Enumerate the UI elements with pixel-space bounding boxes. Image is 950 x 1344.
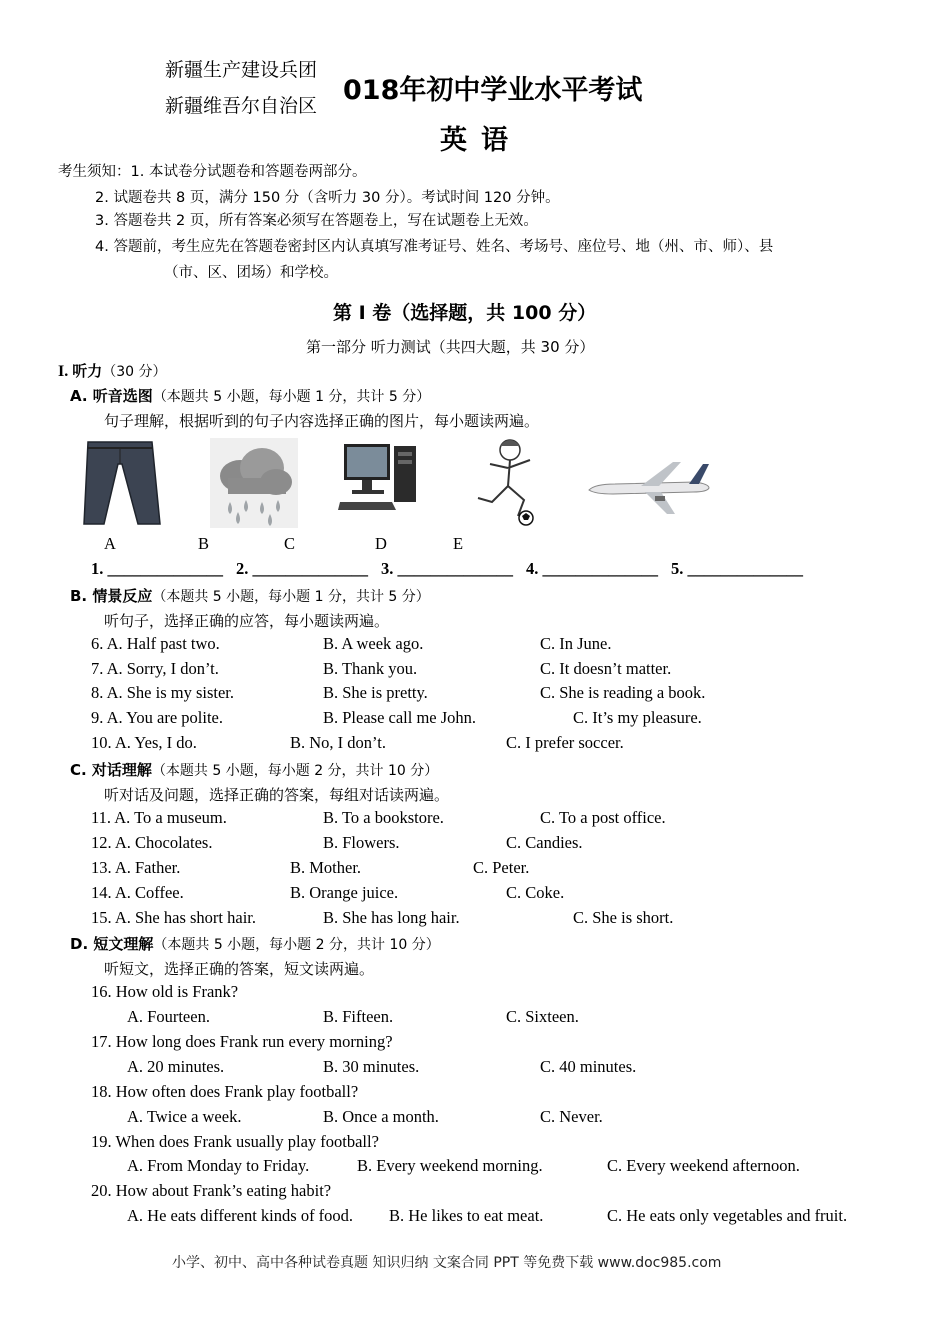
section-a-instruction: 句子理解，根据听到的句子内容选择正确的图片，每小题读两遍。 [104, 412, 540, 430]
airplane-icon [585, 456, 713, 518]
answer-blank-3[interactable]: 3. ______________ [381, 559, 513, 578]
section-number: I. [58, 363, 73, 380]
q15-option-c: C. She is short. [573, 908, 674, 927]
q18-option-a: A. Twice a week. [127, 1107, 242, 1126]
boy-playing-football-icon [468, 436, 552, 526]
section-a-paren: （本题共 5 小题，每小题 1 分，共计 5 分） [152, 389, 431, 405]
region-line-2: 新疆维吾尔自治区 [165, 95, 318, 117]
q16-question: 16. How old is Frank? [91, 982, 239, 1001]
answer-blank-1[interactable]: 1. ______________ [91, 559, 223, 578]
q7-option-a: 7. A. Sorry, I don’t. [91, 659, 219, 678]
q9-option-c: C. It’s my pleasure. [573, 708, 702, 727]
section-c-paren: （本题共 5 小题，每小题 2 分，共计 10 分） [151, 763, 439, 779]
q17-option-c: C. 40 minutes. [540, 1057, 637, 1076]
section-b-paren: （本题共 5 小题，每小题 1 分，共计 5 分） [152, 589, 430, 605]
q9-option-b: B. Please call me John. [323, 708, 477, 727]
q15-option-b: B. She has long hair. [323, 908, 460, 927]
notice-item-4: 4. 答题前，考生应先在答题卷密封区内认真填写准考证号、姓名、考场号、座位号、地（州、市、师）、县 [95, 239, 774, 255]
q6-option-a: 6. A. Half past two. [91, 634, 220, 653]
section-d-label: D. 短文理解 [70, 935, 154, 953]
q8-option-a: 8. A. She is my sister. [91, 683, 235, 702]
notice-item-2: 2. 试题卷共 8 页，满分 150 分（含听力 30 分）。考试时间 120 分钟。 [95, 190, 560, 206]
q8-option-c: C. She is reading a book. [540, 683, 706, 702]
region-line-1: 新疆生产建设兵团 [165, 59, 318, 81]
exam-title: 018年初中学业水平考试 [343, 75, 643, 106]
q10-option-a: 10. A. Yes, I do. [91, 733, 197, 752]
answer-blank-5[interactable]: 5. ______________ [671, 559, 803, 578]
q18-option-b: B. Once a month. [323, 1107, 439, 1126]
q17-question: 17. How long does Frank run every morning? [91, 1032, 393, 1051]
q19-option-c: C. Every weekend afternoon. [607, 1156, 800, 1175]
computer-icon [338, 440, 420, 525]
section-b-instruction: 听句子，选择正确的应答，每小题读两遍。 [104, 612, 390, 630]
q9-option-a: 9. A. You are polite. [91, 708, 223, 727]
part-title: 第一部分 听力测试（共四大题，共 30 分） [306, 338, 595, 356]
q16-option-c: C. Sixteen. [506, 1007, 579, 1026]
q10-option-c: C. I prefer soccer. [506, 733, 624, 752]
q20-option-a: A. He eats different kinds of food. [127, 1206, 354, 1225]
q20-question: 20. How about Frank’s eating habit? [91, 1181, 332, 1200]
q20-option-b: B. He likes to eat meat. [389, 1206, 544, 1225]
q8-option-b: B. She is pretty. [323, 683, 428, 702]
q20-option-c: C. He eats only vegetables and fruit. [607, 1206, 848, 1225]
q16-option-a: A. Fourteen. [127, 1007, 210, 1026]
q13-option-a: 13. A. Father. [91, 858, 181, 877]
answer-blank-4[interactable]: 4. ______________ [526, 559, 658, 578]
section-listening [58, 360, 167, 381]
section-d-heading [70, 933, 440, 954]
section-label: 听力 [72, 362, 103, 380]
q7-option-c: C. It doesn’t matter. [540, 659, 672, 678]
pic-label-c: C [284, 534, 296, 553]
volume-title: 第 I 卷（选择题，共 100 分） [333, 302, 597, 324]
q16-option-b: B. Fifteen. [323, 1007, 394, 1026]
section-a-heading [70, 385, 430, 406]
q19-option-a: A. From Monday to Friday. [127, 1156, 310, 1175]
q14-option-c: C. Coke. [506, 883, 565, 902]
subject-title: 英语 [440, 125, 522, 156]
notice-item-1 [58, 160, 366, 181]
section-d-instruction: 听短文，选择正确的答案，短文读两遍。 [104, 960, 375, 978]
q13-option-c: C. Peter. [473, 858, 530, 877]
section-c-label: C. 对话理解 [70, 761, 152, 779]
pic-label-b: B [198, 534, 210, 553]
q13-option-b: B. Mother. [290, 858, 362, 877]
q6-option-c: C. In June. [540, 634, 612, 653]
q11-option-b: B. To a bookstore. [323, 808, 444, 827]
notice-item-3: 3. 答题卷共 2 页，所有答案必须写在答题卷上，写在试题卷上无效。 [95, 213, 538, 229]
notice-text-1: 1. 本试卷分试题卷和答题卷两部分。 [130, 164, 367, 180]
q19-option-b: B. Every weekend morning. [357, 1156, 543, 1175]
q12-option-c: C. Candies. [506, 833, 583, 852]
answer-blank-2[interactable]: 2. ______________ [236, 559, 368, 578]
section-b-label: B. 情景反应 [70, 587, 153, 605]
q17-option-b: B. 30 minutes. [323, 1057, 420, 1076]
q19-question: 19. When does Frank usually play football? [91, 1132, 379, 1151]
section-c-heading [70, 759, 438, 780]
q11-option-a: 11. A. To a museum. [91, 808, 227, 827]
trousers-icon [80, 438, 162, 528]
section-b-heading [70, 585, 430, 606]
rain-cloud-icon [210, 438, 298, 528]
q14-option-b: B. Orange juice. [290, 883, 399, 902]
section-d-paren: （本题共 5 小题，每小题 2 分，共计 10 分） [153, 937, 440, 953]
footer-text: 小学、初中、高中各种试卷真题 知识归纳 文案合同 PPT 等免费下载 www.doc985.com [172, 1255, 722, 1271]
q15-option-a: 15. A. She has short hair. [91, 908, 256, 927]
q7-option-b: B. Thank you. [323, 659, 418, 678]
pic-label-d: D [375, 534, 387, 553]
section-c-instruction: 听对话及问题，选择正确的答案，每组对话读两遍。 [104, 786, 450, 804]
section-a-label: A. 听音选图 [70, 387, 153, 405]
q12-option-a: 12. A. Chocolates. [91, 833, 213, 852]
q14-option-a: 14. A. Coffee. [91, 883, 184, 902]
q18-option-c: C. Never. [540, 1107, 603, 1126]
q11-option-c: C. To a post office. [540, 808, 666, 827]
notice-label: 考生须知： [58, 164, 131, 180]
q6-option-b: B. A week ago. [323, 634, 424, 653]
q17-option-a: A. 20 minutes. [127, 1057, 225, 1076]
pic-label-e: E [453, 534, 464, 553]
section-points: （30 分） [102, 364, 167, 380]
q12-option-b: B. Flowers. [323, 833, 400, 852]
q10-option-b: B. No, I don’t. [290, 733, 386, 752]
pic-label-a: A [104, 534, 116, 553]
notice-item-4-cont: （市、区、团场）和学校。 [164, 265, 338, 281]
q18-question: 18. How often does Frank play football? [91, 1082, 359, 1101]
